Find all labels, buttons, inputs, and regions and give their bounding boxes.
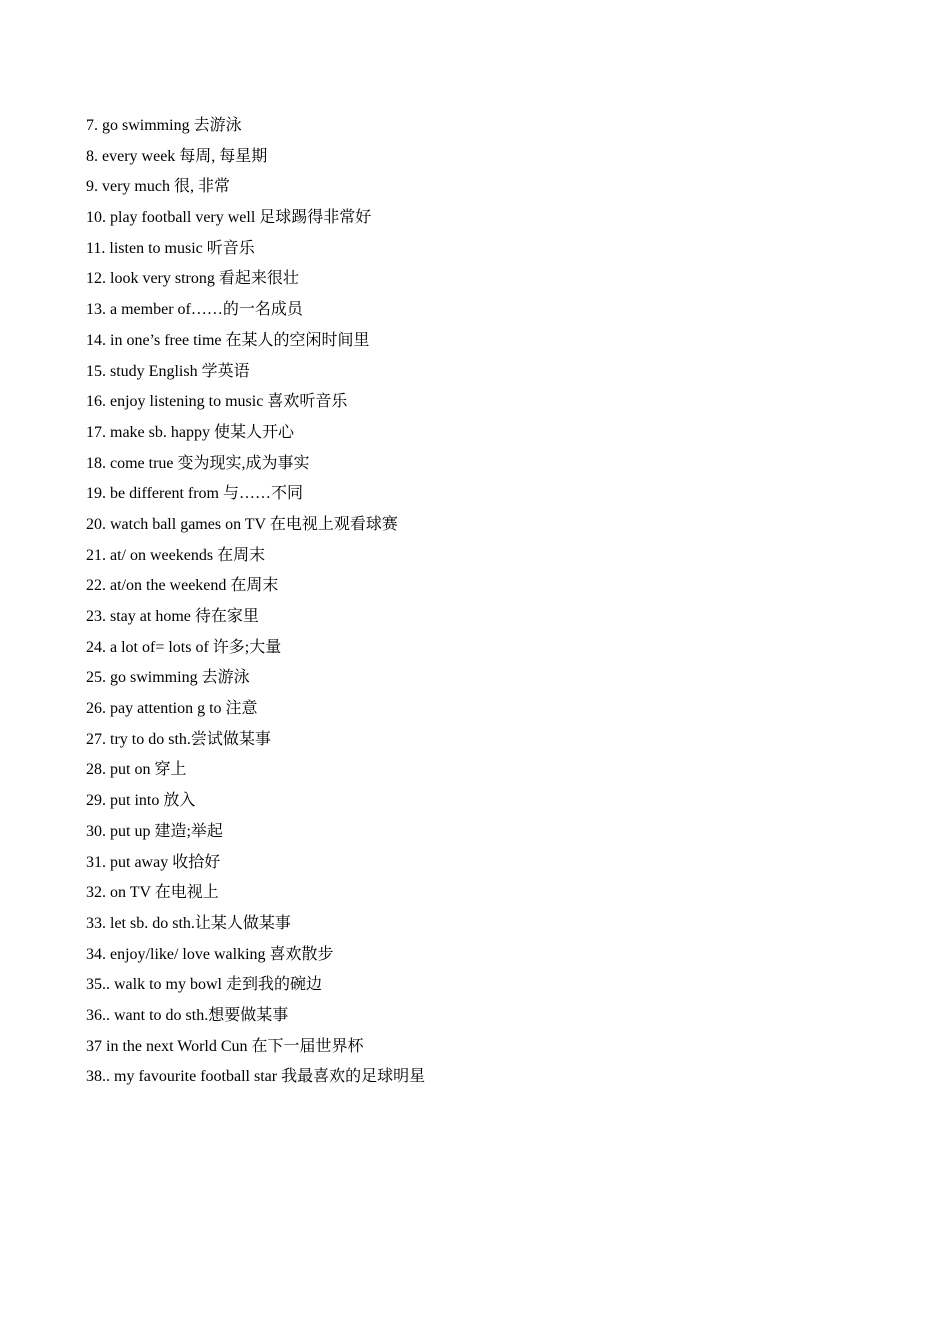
phrase-item: 25. go swimming 去游泳 xyxy=(86,669,250,687)
phrase-item: 16. enjoy listening to music 喜欢听音乐 xyxy=(86,393,348,411)
phrase-item: 36.. want to do sth.想要做某事 xyxy=(86,1006,289,1024)
phrase-item: 12. look very strong 看起来很壮 xyxy=(86,270,299,288)
phrase-item: 28. put on 穿上 xyxy=(86,761,187,779)
phrase-item: 13. a member of……的一名成员 xyxy=(86,301,303,319)
phrase-item: 8. every week 每周, 每星期 xyxy=(86,147,268,165)
phrase-item: 18. come true 变为现实,成为事实 xyxy=(86,454,310,472)
phrase-item: 24. a lot of= lots of 许多;大量 xyxy=(86,638,282,656)
phrase-item: 37 in the next World Cun 在下一届世界杯 xyxy=(86,1037,364,1055)
phrase-item: 14. in one’s free time 在某人的空闲时间里 xyxy=(86,331,370,349)
phrase-list xyxy=(86,112,425,1094)
phrase-item: 26. pay attention g to 注意 xyxy=(86,700,258,718)
phrase-item: 27. try to do sth.尝试做某事 xyxy=(86,730,271,748)
phrase-item: 30. put up 建造;举起 xyxy=(86,822,223,840)
phrase-item: 38.. my favourite football star 我最喜欢的足球明星 xyxy=(86,1068,426,1086)
phrase-item: 34. enjoy/like/ love walking 喜欢散步 xyxy=(86,945,334,963)
phrase-item: 17. make sb. happy 使某人开心 xyxy=(86,423,294,441)
phrase-item: 19. be different from 与……不同 xyxy=(86,485,303,503)
phrase-item: 35.. walk to my bowl 走到我的碗边 xyxy=(86,976,322,994)
phrase-item: 15. study English 学英语 xyxy=(86,362,250,380)
phrase-item: 11. listen to music 听音乐 xyxy=(86,239,255,257)
phrase-item: 32. on TV 在电视上 xyxy=(86,884,219,902)
phrase-item: 9. very much 很, 非常 xyxy=(86,178,230,196)
phrase-item: 29. put into 放入 xyxy=(86,792,196,810)
phrase-item: 23. stay at home 待在家里 xyxy=(86,608,259,625)
phrase-item: 20. watch ball games on TV 在电视上观看球赛 xyxy=(86,515,398,533)
phrase-item: 22. at/on the weekend 在周末 xyxy=(86,577,279,595)
phrase-item: 10. play football very well 足球踢得非常好 xyxy=(86,209,372,227)
phrase-item: 7. go swimming 去游泳 xyxy=(86,117,242,134)
phrase-item: 33. let sb. do sth.让某人做某事 xyxy=(86,914,291,932)
phrase-item: 31. put away 收拾好 xyxy=(86,853,221,871)
phrase-item: 21. at/ on weekends 在周末 xyxy=(86,546,266,564)
